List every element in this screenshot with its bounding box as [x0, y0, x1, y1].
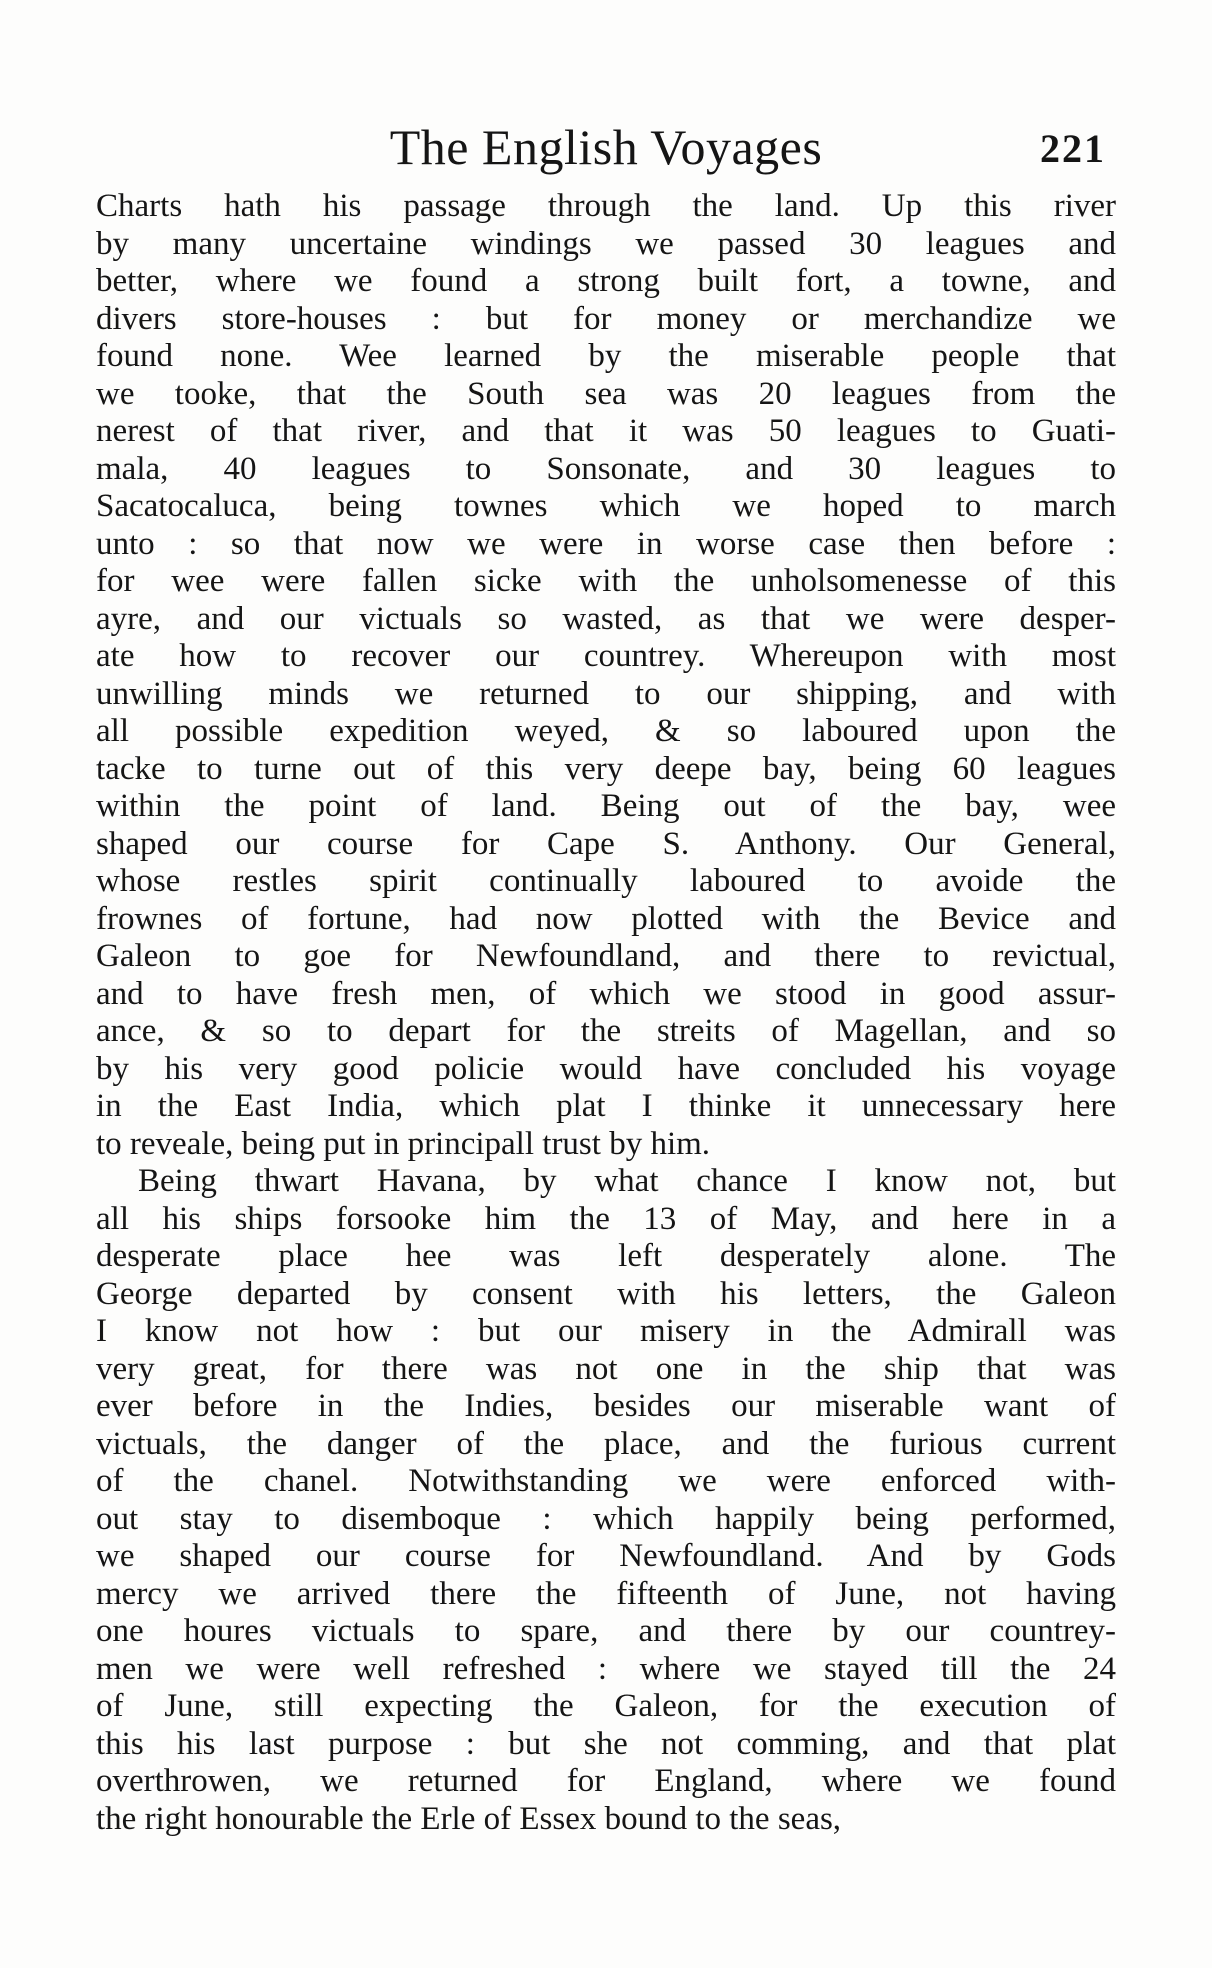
text-line: I know not how : but our misery in the Admirall was [96, 1313, 1116, 1349]
text-line: all possible expedition weyed, & so laboured upon the [96, 713, 1116, 749]
text-line: men we were well refreshed : where we stayed till the 24 [96, 1650, 1116, 1687]
text-line: Galeon to goe for Newfoundland, and there to revictual, [96, 938, 1116, 974]
text-line: in the East India, which plat I thinke it unnecessary here [96, 1088, 1116, 1124]
text-line: by his very good policie would have concluded his voyage [96, 1050, 1116, 1087]
text-line: ate how to recover our countrey. Whereupon with most [96, 638, 1116, 674]
text-line: of June, still expecting the Galeon, for the execution of [96, 1688, 1116, 1724]
text-line: unwilling minds we returned to our shipping, and with [96, 675, 1116, 712]
text-line: Sacatocaluca, being townes which we hoped to march [96, 488, 1116, 524]
text-line: the right honourable the Erle of Essex bound to the seas, [96, 1800, 842, 1837]
text-line: overthrowen, we returned for England, where we found [96, 1763, 1116, 1799]
text-line: desperate place hee was left desperately alone. The [96, 1238, 1116, 1274]
text-line: Being thwart Havana, by what chance I know not, but [138, 1163, 1116, 1199]
text-line: we shaped our course for Newfoundland. And by Gods [96, 1538, 1116, 1574]
text-line: found none. Wee learned by the miserable people that [96, 338, 1116, 374]
page-number: 221 [1040, 126, 1106, 171]
text-line: divers store-houses : but for money or merchandize we [96, 300, 1116, 337]
text-line: mercy we arrived there the fifteenth of June, not having [96, 1575, 1116, 1612]
text-line: for wee were fallen sicke with the unholsomenesse of this [96, 563, 1116, 599]
text-line: frownes of fortune, had now plotted with the Bevice and [96, 900, 1116, 937]
text-line: within the point of land. Being out of the bay, wee [96, 788, 1116, 824]
text-line: shaped our course for Cape S. Anthony. Our General, [96, 825, 1116, 862]
running-head [96, 114, 1116, 180]
text-line: ayre, and our victuals so wasted, as that we were desper- [96, 600, 1116, 637]
text-line: out stay to disemboque : which happily being performed, [96, 1500, 1116, 1537]
text-line: of the chanel. Notwithstanding we were enforced with- [96, 1463, 1116, 1499]
running-title: The English Voyages [389, 119, 823, 175]
text-line: and to have fresh men, of which we stood in good assur- [96, 975, 1116, 1012]
text-line: very great, for there was not one in the ship that was [96, 1350, 1116, 1387]
text-line: this his last purpose : but she not comming, and that plat [96, 1725, 1116, 1762]
text-line: mala, 40 leagues to Sonsonate, and 30 leagues to [96, 450, 1116, 487]
body-text [96, 188, 1116, 1838]
text-line: whose restles spirit continually laboured to avoide the [96, 863, 1116, 899]
text-line: to reveale, being put in principall trust by him. [96, 1125, 711, 1162]
text-line: nerest of that river, and that it was 50 leagues to Guati- [96, 413, 1116, 449]
text-line: ever before in the Indies, besides our miserable want of [96, 1388, 1116, 1424]
text-line: unto : so that now we were in worse case then before : [96, 525, 1116, 562]
text-line: victuals, the danger of the place, and the furious current [96, 1425, 1116, 1462]
text-line: Charts hath his passage through the land. Up this river [96, 188, 1116, 224]
paragraph [96, 188, 1116, 1163]
text-line: we tooke, that the South sea was 20 leagues from the [96, 375, 1116, 412]
text-line: tacke to turne out of this very deepe bay, being 60 leagues [96, 750, 1116, 787]
text-line: by many uncertaine windings we passed 30 leagues and [96, 225, 1116, 262]
text-line: ance, & so to depart for the streits of Magellan, and so [96, 1013, 1116, 1049]
text-line: George departed by consent with his letters, the Galeon [96, 1275, 1116, 1312]
text-line: better, where we found a strong built fort, a towne, and [96, 263, 1116, 299]
text-line: one houres victuals to spare, and there by our countrey- [96, 1613, 1116, 1649]
text-line: all his ships forsooke him the 13 of May, and here in a [96, 1200, 1116, 1237]
paragraph [96, 1163, 1116, 1838]
